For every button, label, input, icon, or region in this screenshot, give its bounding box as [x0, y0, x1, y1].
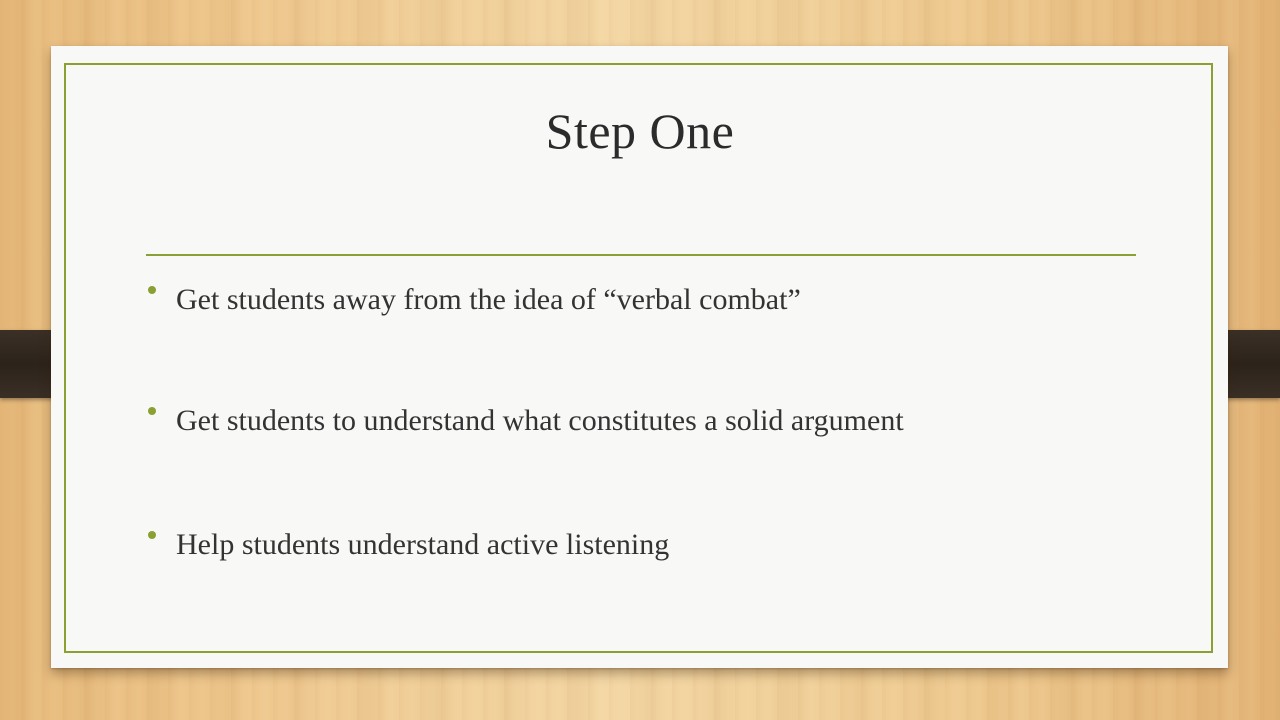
bullet-text: Get students to understand what constitutes a solid argument	[176, 404, 904, 437]
title-divider	[146, 254, 1136, 256]
bullet-item	[148, 527, 669, 563]
bullet-dot-icon	[148, 286, 156, 294]
bullet-text: Help students understand active listening	[176, 528, 670, 561]
slide-title: Step One	[545, 103, 735, 159]
bullet-item	[148, 403, 904, 439]
bullet-dot-icon	[148, 407, 156, 415]
bullet-text: Get students away from the idea of “verbal combat”	[176, 283, 801, 316]
bullet-item	[148, 282, 801, 318]
bullet-dot-icon	[148, 531, 156, 539]
